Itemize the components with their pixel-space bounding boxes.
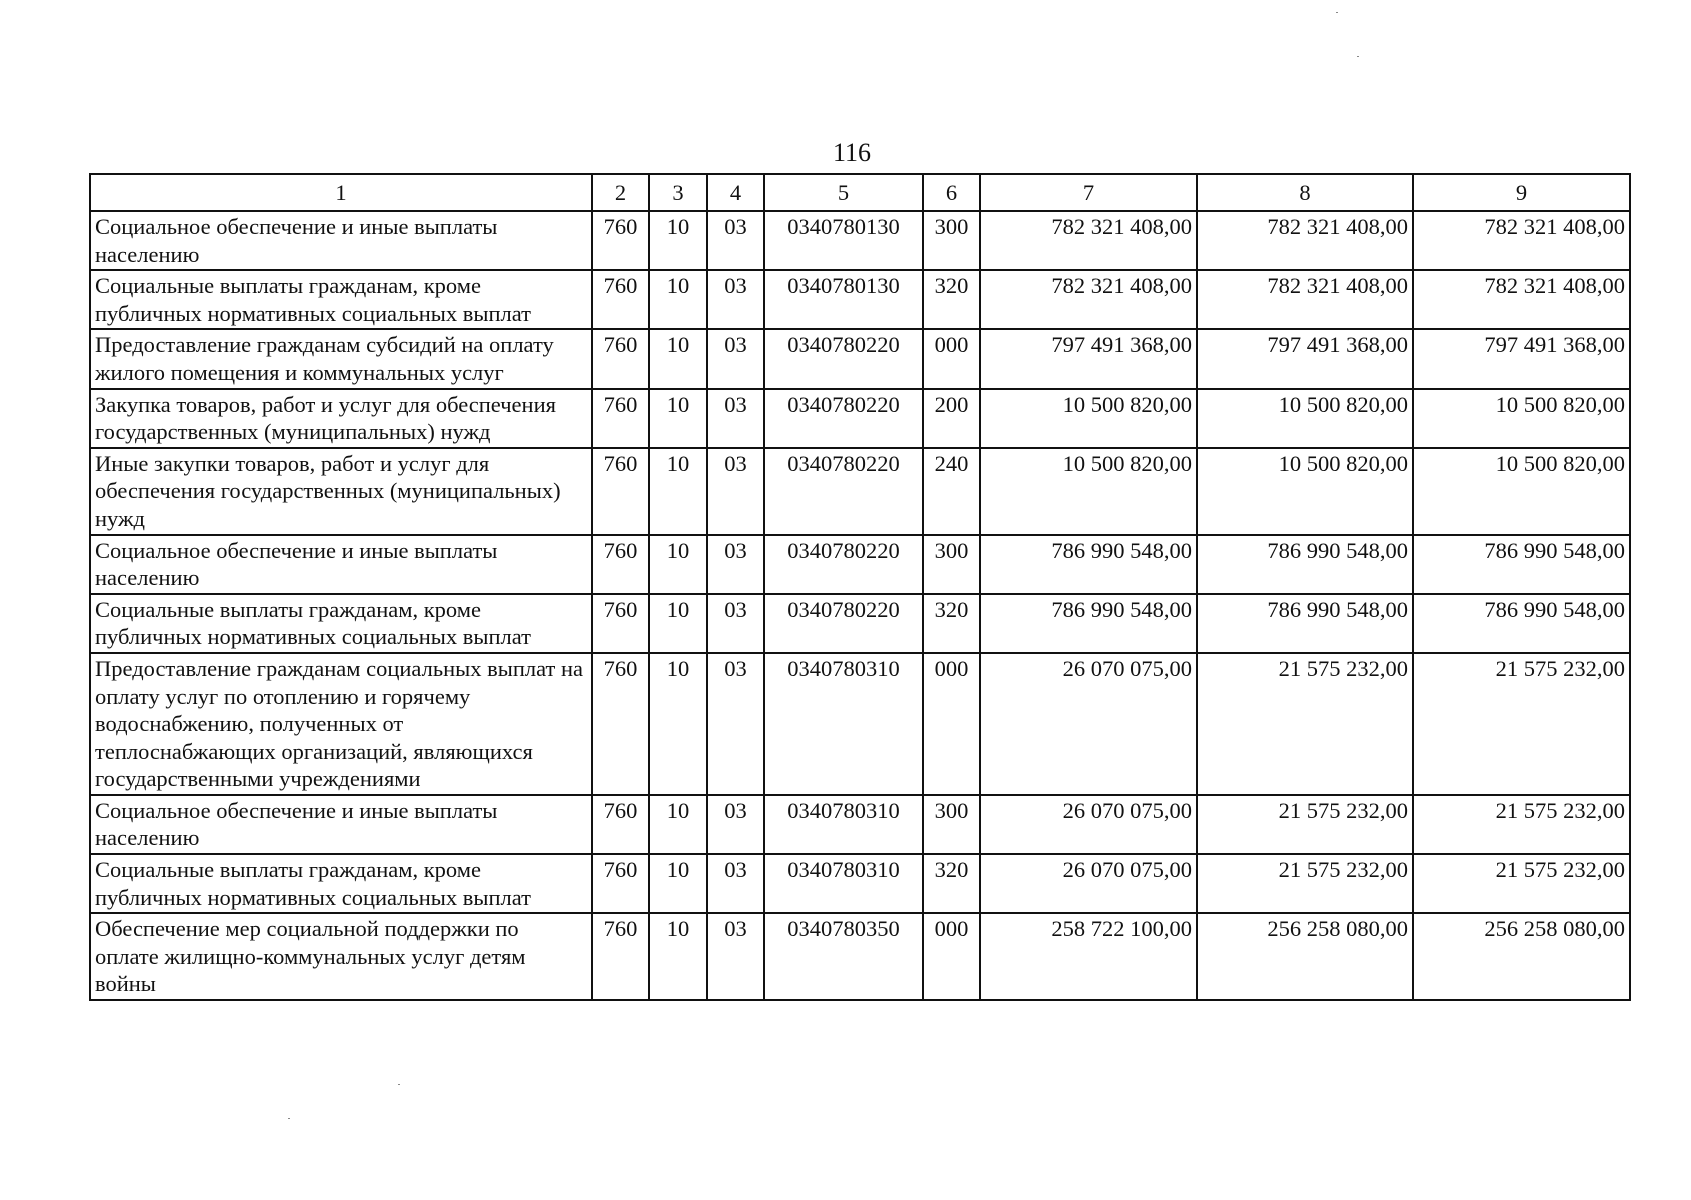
scan-speck <box>398 1084 400 1085</box>
row-amount-cell: 10 500 820,00 <box>1197 389 1413 448</box>
row-amount-cell: 26 070 075,00 <box>980 653 1197 795</box>
row-name-cell: Иные закупки товаров, работ и услуг для обеспечения государственных (муниципальных) нужд <box>90 448 592 535</box>
row-amount-cell: 21 575 232,00 <box>1197 854 1413 913</box>
row-code-cell: 760 <box>592 795 649 854</box>
row-code-cell: 10 <box>649 448 707 535</box>
scan-speck <box>1336 12 1338 13</box>
row-code-cell: 03 <box>707 854 764 913</box>
row-code-cell: 760 <box>592 653 649 795</box>
table-row <box>90 389 1630 448</box>
row-code-cell: 760 <box>592 270 649 329</box>
row-amount-cell: 21 575 232,00 <box>1197 653 1413 795</box>
table-row <box>90 913 1630 1000</box>
row-amount-cell: 10 500 820,00 <box>1413 448 1630 535</box>
row-amount-cell: 256 258 080,00 <box>1413 913 1630 1000</box>
row-code-cell: 300 <box>923 211 980 270</box>
row-amount-cell: 256 258 080,00 <box>1197 913 1413 1000</box>
row-code-cell: 03 <box>707 211 764 270</box>
row-code-cell: 10 <box>649 535 707 594</box>
row-name-cell: Социальные выплаты гражданам, кроме публичных нормативных социальных выплат <box>90 594 592 653</box>
row-code-cell: 320 <box>923 854 980 913</box>
row-code-cell: 760 <box>592 389 649 448</box>
row-name-cell: Социальные выплаты гражданам, кроме публичных нормативных социальных выплат <box>90 270 592 329</box>
row-amount-cell: 21 575 232,00 <box>1413 653 1630 795</box>
row-code-cell: 000 <box>923 329 980 388</box>
row-amount-cell: 786 990 548,00 <box>1197 594 1413 653</box>
scan-speck <box>1357 56 1359 57</box>
column-header: 7 <box>980 174 1197 211</box>
row-amount-cell: 782 321 408,00 <box>1197 270 1413 329</box>
row-amount-cell: 786 990 548,00 <box>1413 535 1630 594</box>
row-code-cell: 320 <box>923 594 980 653</box>
row-code-cell: 0340780310 <box>764 854 923 913</box>
row-name-cell: Социальное обеспечение и иные выплаты населению <box>90 535 592 594</box>
row-amount-cell: 782 321 408,00 <box>1197 211 1413 270</box>
row-code-cell: 0340780220 <box>764 448 923 535</box>
column-header: 5 <box>764 174 923 211</box>
row-name-cell: Предоставление гражданам субсидий на оплату жилого помещения и коммунальных услуг <box>90 329 592 388</box>
row-amount-cell: 21 575 232,00 <box>1413 795 1630 854</box>
row-code-cell: 0340780130 <box>764 270 923 329</box>
row-name-cell: Обеспечение мер социальной поддержки по оплате жилищно-коммунальных услуг детям войны <box>90 913 592 1000</box>
page-number: 116 <box>832 138 872 167</box>
column-header: 3 <box>649 174 707 211</box>
row-name-cell: Социальное обеспечение и иные выплаты населению <box>90 795 592 854</box>
table-row <box>90 448 1630 535</box>
row-code-cell: 0340780220 <box>764 535 923 594</box>
row-amount-cell: 782 321 408,00 <box>1413 211 1630 270</box>
row-amount-cell: 782 321 408,00 <box>980 211 1197 270</box>
table-row <box>90 211 1630 270</box>
row-amount-cell: 786 990 548,00 <box>980 535 1197 594</box>
column-header: 2 <box>592 174 649 211</box>
row-code-cell: 10 <box>649 795 707 854</box>
row-amount-cell: 26 070 075,00 <box>980 854 1197 913</box>
row-amount-cell: 797 491 368,00 <box>1197 329 1413 388</box>
row-amount-cell: 786 990 548,00 <box>1197 535 1413 594</box>
row-code-cell: 760 <box>592 913 649 1000</box>
row-code-cell: 0340780220 <box>764 329 923 388</box>
row-code-cell: 0340780220 <box>764 389 923 448</box>
scan-speck <box>288 1118 290 1119</box>
row-name-cell: Социальное обеспечение и иные выплаты населению <box>90 211 592 270</box>
row-amount-cell: 786 990 548,00 <box>1413 594 1630 653</box>
table-row <box>90 594 1630 653</box>
row-code-cell: 03 <box>707 653 764 795</box>
row-amount-cell: 258 722 100,00 <box>980 913 1197 1000</box>
row-code-cell: 03 <box>707 448 764 535</box>
row-code-cell: 760 <box>592 211 649 270</box>
table-row <box>90 270 1630 329</box>
row-amount-cell: 10 500 820,00 <box>1197 448 1413 535</box>
column-header: 6 <box>923 174 980 211</box>
row-amount-cell: 797 491 368,00 <box>1413 329 1630 388</box>
row-name-cell: Закупка товаров, работ и услуг для обеспечения государственных (муниципальных) нужд <box>90 389 592 448</box>
row-code-cell: 03 <box>707 270 764 329</box>
column-header: 9 <box>1413 174 1630 211</box>
budget-table <box>89 173 1631 1001</box>
row-code-cell: 000 <box>923 913 980 1000</box>
table-body <box>90 211 1630 1000</box>
row-code-cell: 03 <box>707 594 764 653</box>
row-amount-cell: 797 491 368,00 <box>980 329 1197 388</box>
row-code-cell: 300 <box>923 535 980 594</box>
table-row <box>90 329 1630 388</box>
row-amount-cell: 10 500 820,00 <box>980 389 1197 448</box>
row-amount-cell: 21 575 232,00 <box>1197 795 1413 854</box>
row-code-cell: 03 <box>707 913 764 1000</box>
row-code-cell: 10 <box>649 329 707 388</box>
row-code-cell: 0340780350 <box>764 913 923 1000</box>
row-amount-cell: 21 575 232,00 <box>1413 854 1630 913</box>
column-header: 8 <box>1197 174 1413 211</box>
row-code-cell: 03 <box>707 329 764 388</box>
row-code-cell: 10 <box>649 211 707 270</box>
row-code-cell: 760 <box>592 594 649 653</box>
row-amount-cell: 10 500 820,00 <box>1413 389 1630 448</box>
column-header: 1 <box>90 174 592 211</box>
row-amount-cell: 26 070 075,00 <box>980 795 1197 854</box>
row-code-cell: 03 <box>707 795 764 854</box>
row-code-cell: 10 <box>649 653 707 795</box>
row-amount-cell: 10 500 820,00 <box>980 448 1197 535</box>
row-code-cell: 10 <box>649 594 707 653</box>
table-row <box>90 795 1630 854</box>
row-code-cell: 760 <box>592 448 649 535</box>
row-name-cell: Предоставление гражданам социальных выплат на оплату услуг по отоплению и горячему водоснабжению, полученных от теплоснабжающих организаций, являющихся государственными учреждениями <box>90 653 592 795</box>
row-code-cell: 03 <box>707 389 764 448</box>
row-amount-cell: 782 321 408,00 <box>1413 270 1630 329</box>
row-code-cell: 10 <box>649 270 707 329</box>
row-code-cell: 10 <box>649 854 707 913</box>
row-code-cell: 10 <box>649 913 707 1000</box>
table-row <box>90 535 1630 594</box>
row-name-cell: Социальные выплаты гражданам, кроме публичных нормативных социальных выплат <box>90 854 592 913</box>
table-header-row <box>90 174 1630 211</box>
row-code-cell: 0340780310 <box>764 795 923 854</box>
table-row <box>90 653 1630 795</box>
column-header: 4 <box>707 174 764 211</box>
table-row <box>90 854 1630 913</box>
row-code-cell: 300 <box>923 795 980 854</box>
row-code-cell: 760 <box>592 535 649 594</box>
row-code-cell: 760 <box>592 854 649 913</box>
row-amount-cell: 782 321 408,00 <box>980 270 1197 329</box>
row-amount-cell: 786 990 548,00 <box>980 594 1197 653</box>
row-code-cell: 000 <box>923 653 980 795</box>
row-code-cell: 0340780130 <box>764 211 923 270</box>
row-code-cell: 320 <box>923 270 980 329</box>
row-code-cell: 10 <box>649 389 707 448</box>
row-code-cell: 0340780220 <box>764 594 923 653</box>
row-code-cell: 760 <box>592 329 649 388</box>
row-code-cell: 240 <box>923 448 980 535</box>
row-code-cell: 03 <box>707 535 764 594</box>
row-code-cell: 200 <box>923 389 980 448</box>
row-code-cell: 0340780310 <box>764 653 923 795</box>
